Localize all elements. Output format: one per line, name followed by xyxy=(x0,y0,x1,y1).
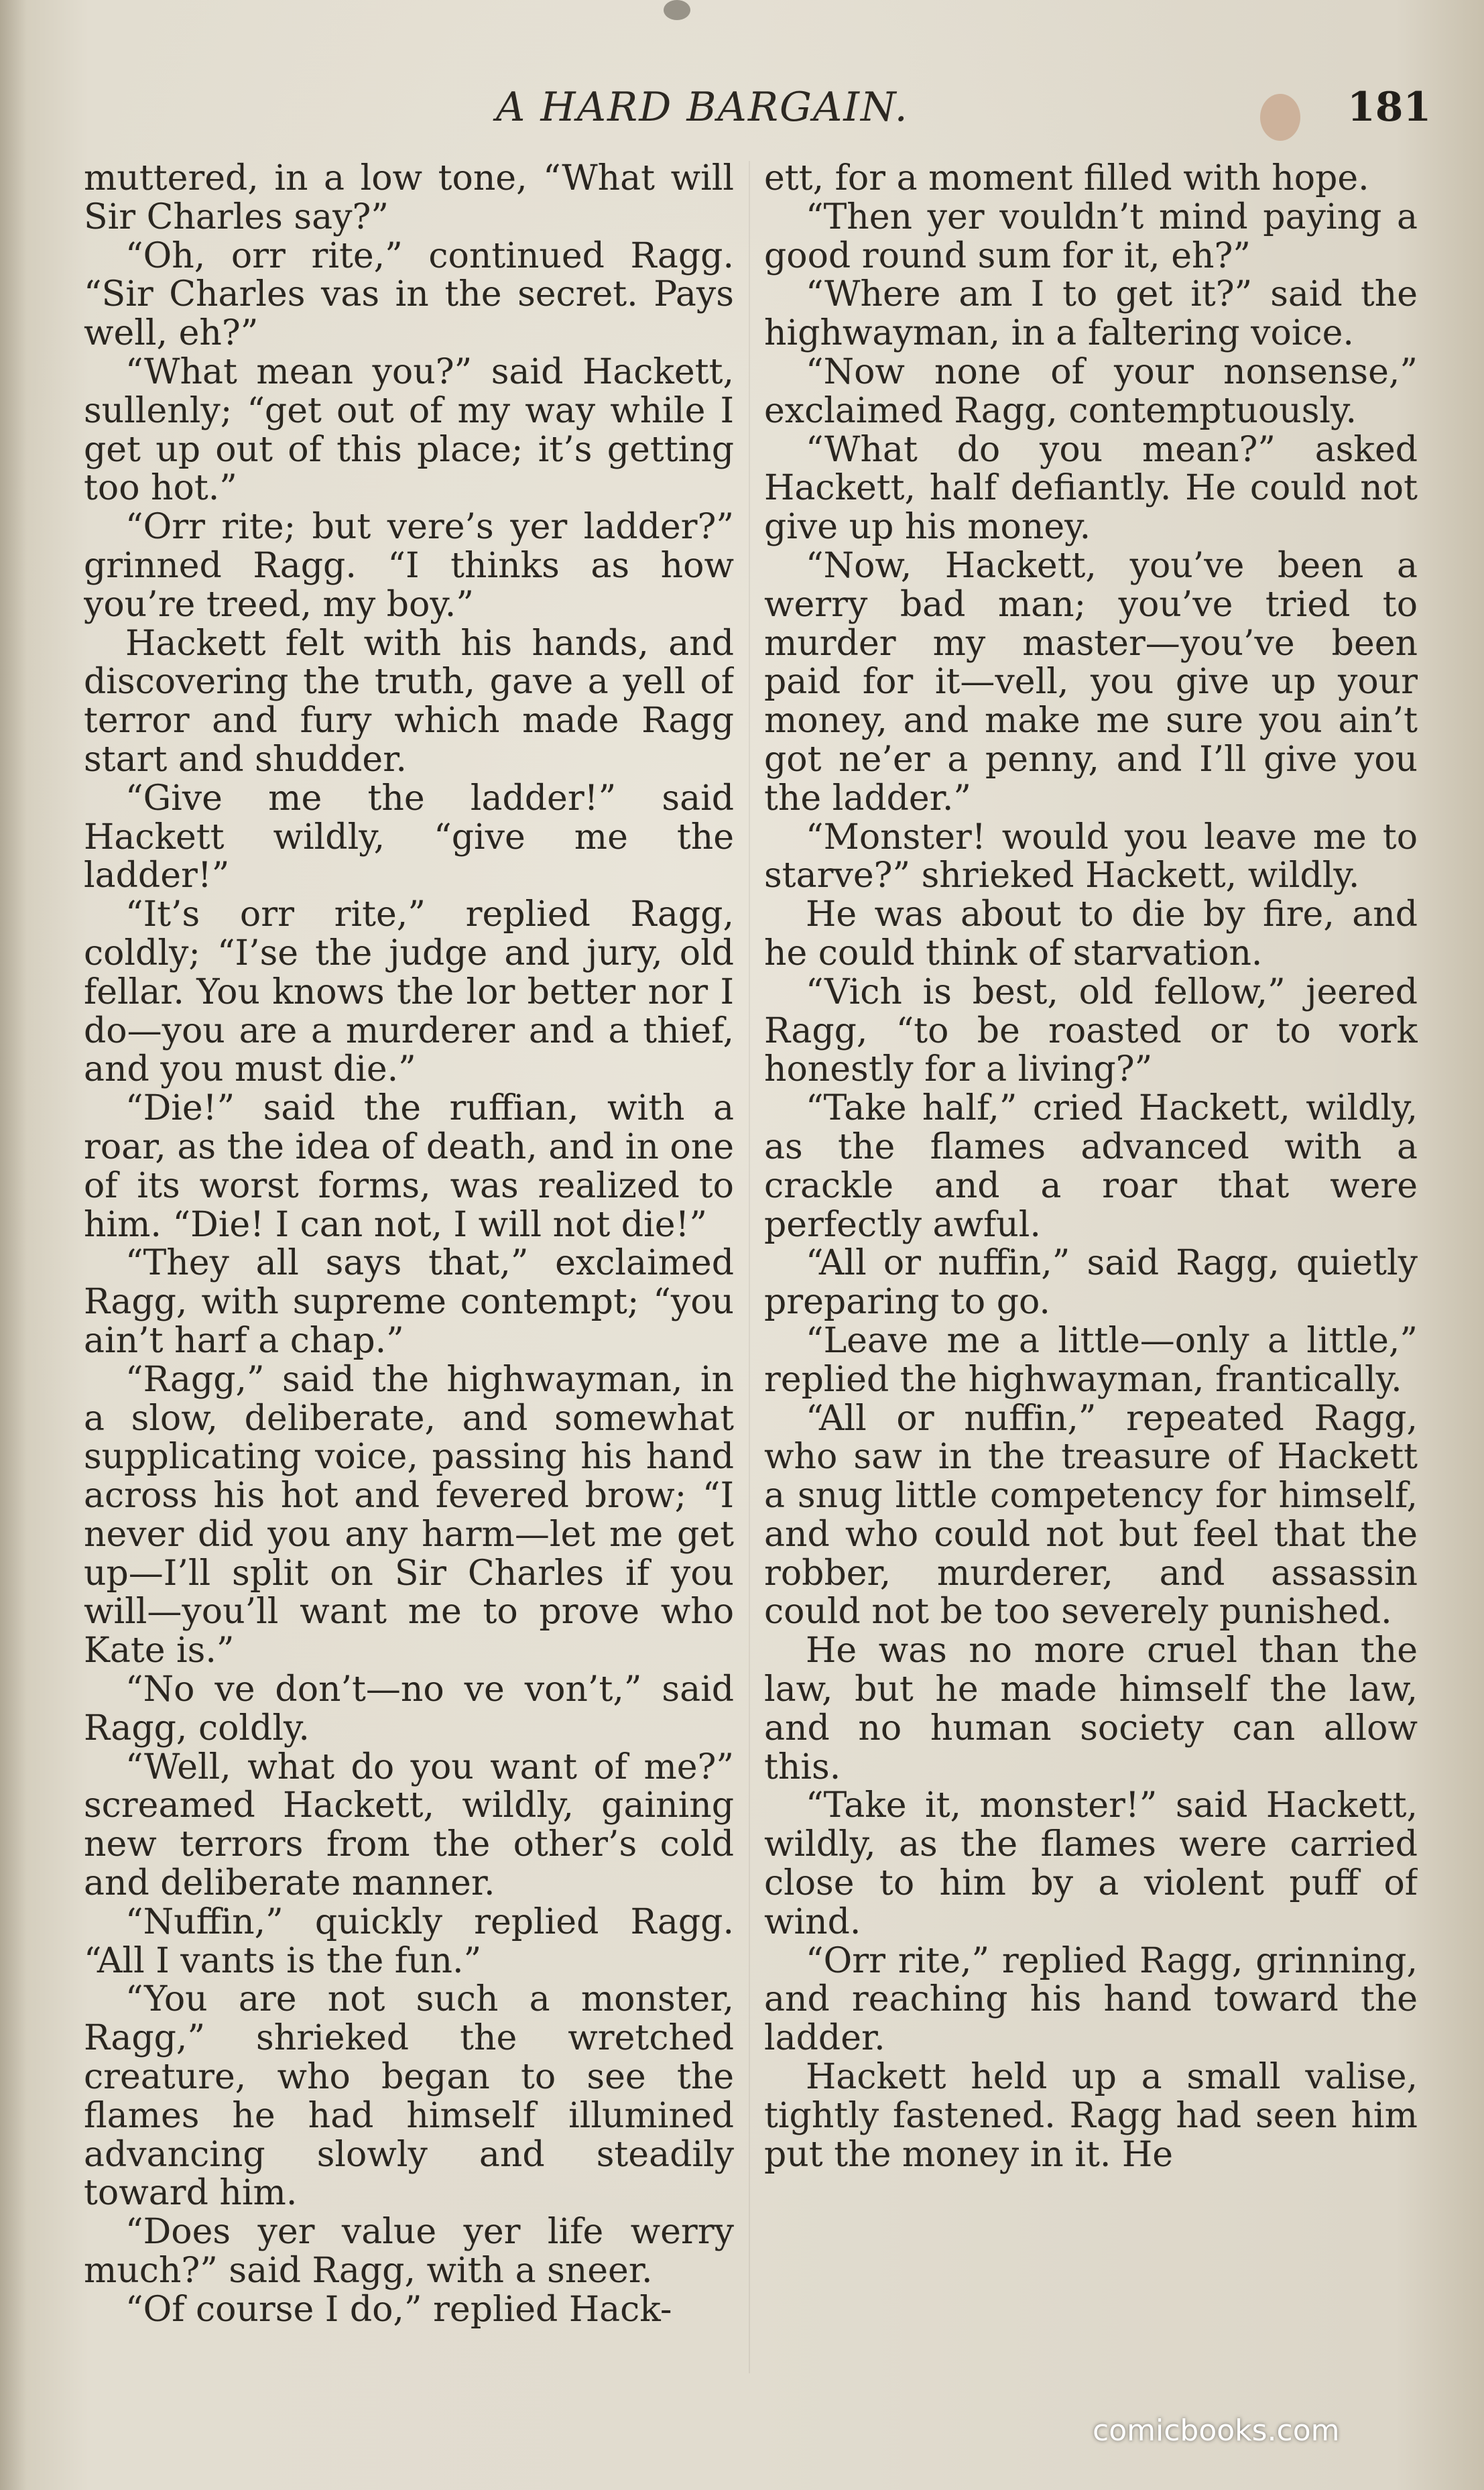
paragraph: “Now none of your nonsense,” exclaimed Ragg, contemptuously. xyxy=(764,351,1418,431)
paragraph: “Nuffin,” quickly replied Ragg. “All I vants is the fun.” xyxy=(84,1901,734,1981)
paragraph: ett, for a moment filled with hope. xyxy=(764,160,1369,198)
paragraph: muttered, in a low tone, “What will Sir Charles say?” xyxy=(84,160,734,237)
paragraph: Hackett felt with his hands, and discovering the truth, gave a yell of terror and fury which made Ragg start and shudder. xyxy=(84,623,734,780)
paragraph: “No ve don’t—no ve von’t,” said Ragg, coldly. xyxy=(84,1669,734,1748)
paragraph: He was no more cruel than the law, but he made himself the law, and no human society can allow this. xyxy=(764,1631,1418,1787)
paragraph: “Leave me a little—only a little,” replied the highwayman, frantically. xyxy=(764,1320,1418,1400)
column-gutter xyxy=(749,161,750,2373)
paragraph: “Vich is best, old fellow,” jeered Ragg, “to be roasted or to vork honestly for a living?” xyxy=(764,971,1418,1090)
paragraph: “Oh, orr rite,” continued Ragg. “Sir Charles vas in the secret. Pays well, eh?” xyxy=(84,235,734,354)
paragraph: “Ragg,” said the highwayman, in a slow, deliberate, and somewhat supplicating voice, passing his hand across his hot and fevered brow; “I never did you any harm—let me get up—I’ll split on Sir Charles if you will—you’ll want me to prove who Kate is.” xyxy=(84,1359,734,1671)
paragraph: He was about to die by fire, and he could think of starvation. xyxy=(764,894,1418,973)
paragraph: “Well, what do you want of me?” screamed Hackett, wildly, gaining new terrors from the other’s cold and deliberate manner. xyxy=(84,1746,734,1904)
paragraph: “Give me the ladder!” said Hackett wildly, “give me the ladder!” xyxy=(84,778,734,896)
paragraph: “Orr rite,” replied Ragg, grinning, and reaching his hand toward the ladder. xyxy=(764,1940,1418,2059)
paragraph: “Die!” said the ruffian, with a roar, as the idea of death, and in one of its worst forms, was realized to him. “Die! I can not, I will not die!” xyxy=(84,1088,734,1245)
paragraph: “Does yer value yer life werry much?” said Ragg, with a sneer. xyxy=(84,2212,734,2292)
paragraph: “Where am I to get it?” said the highwayman, in a faltering voice. xyxy=(764,274,1418,354)
paragraph: “Take half,” cried Hackett, wildly, as the flames advanced with a crackle and a roar that were perfectly awful. xyxy=(764,1088,1418,1245)
paragraph: “They all says that,” exclaimed Ragg, with supreme contempt; “you ain’t harf a chap.” xyxy=(84,1243,734,1361)
paragraph: “Of course I do,” replied Hack- xyxy=(125,2289,672,2330)
left-column xyxy=(84,160,734,2392)
paragraph: “It’s orr rite,” replied Ragg, coldly; “I’se the judge and jury, old fellar. You knows the lor better nor I do—you are a murderer and a thief, and you must die.” xyxy=(84,894,734,1090)
page-number: 181 xyxy=(1347,84,1432,131)
paragraph: “Now, Hackett, you’ve been a werry bad man; you’ve tried to murder my master—you’ve been paid for it—vell, you give up your money, and make me sure you ain’t got ne’er a penny, and I’ll give you the ladder.” xyxy=(764,545,1418,819)
paragraph: “All or nuffin,” repeated Ragg, who saw in the treasure of Hackett a snug little competency for himself, and who could not but feel that the robber, murderer, and assassin could not be too severely punished. xyxy=(764,1398,1418,1633)
paragraph: “All or nuffin,” said Ragg, quietly preparing to go. xyxy=(764,1243,1418,1323)
ink-blot xyxy=(664,0,690,20)
paragraph: “Take it, monster!” said Hackett, wildly, as the flames were carried close to him by a violent puff of wind. xyxy=(764,1785,1418,1942)
spine-shadow xyxy=(0,0,27,2490)
running-title: A HARD BARGAIN. xyxy=(496,84,909,131)
right-column xyxy=(764,160,1418,2392)
paragraph: “What mean you?” said Hackett, sullenly; “get out of my way while I get up out of this place; it’s getting too hot.” xyxy=(84,351,734,509)
paragraph: “You are not such a monster, Ragg,” shrieked the wretched creature, who began to see the flames he had himself illumined advancing slowly and steadily toward him. xyxy=(84,1979,734,2214)
paragraph: “Monster! would you leave me to starve?” shrieked Hackett, wildly. xyxy=(764,817,1418,896)
page-header xyxy=(0,84,1484,137)
paragraph: “Orr rite; but vere’s yer ladder?” grinned Ragg. “I thinks as how you’re treed, my boy.” xyxy=(84,507,734,625)
paragraph: “Then yer vouldn’t mind paying a good round sum for it, eh?” xyxy=(764,196,1418,276)
site-watermark: comicbooks.com xyxy=(1093,2414,1340,2448)
paragraph: Hackett held up a small valise, tightly fastened. Ragg had seen him put the money in it. He xyxy=(764,2057,1418,2175)
paragraph: “What do you mean?” asked Hackett, half defiantly. He could not give up his money. xyxy=(764,429,1418,548)
